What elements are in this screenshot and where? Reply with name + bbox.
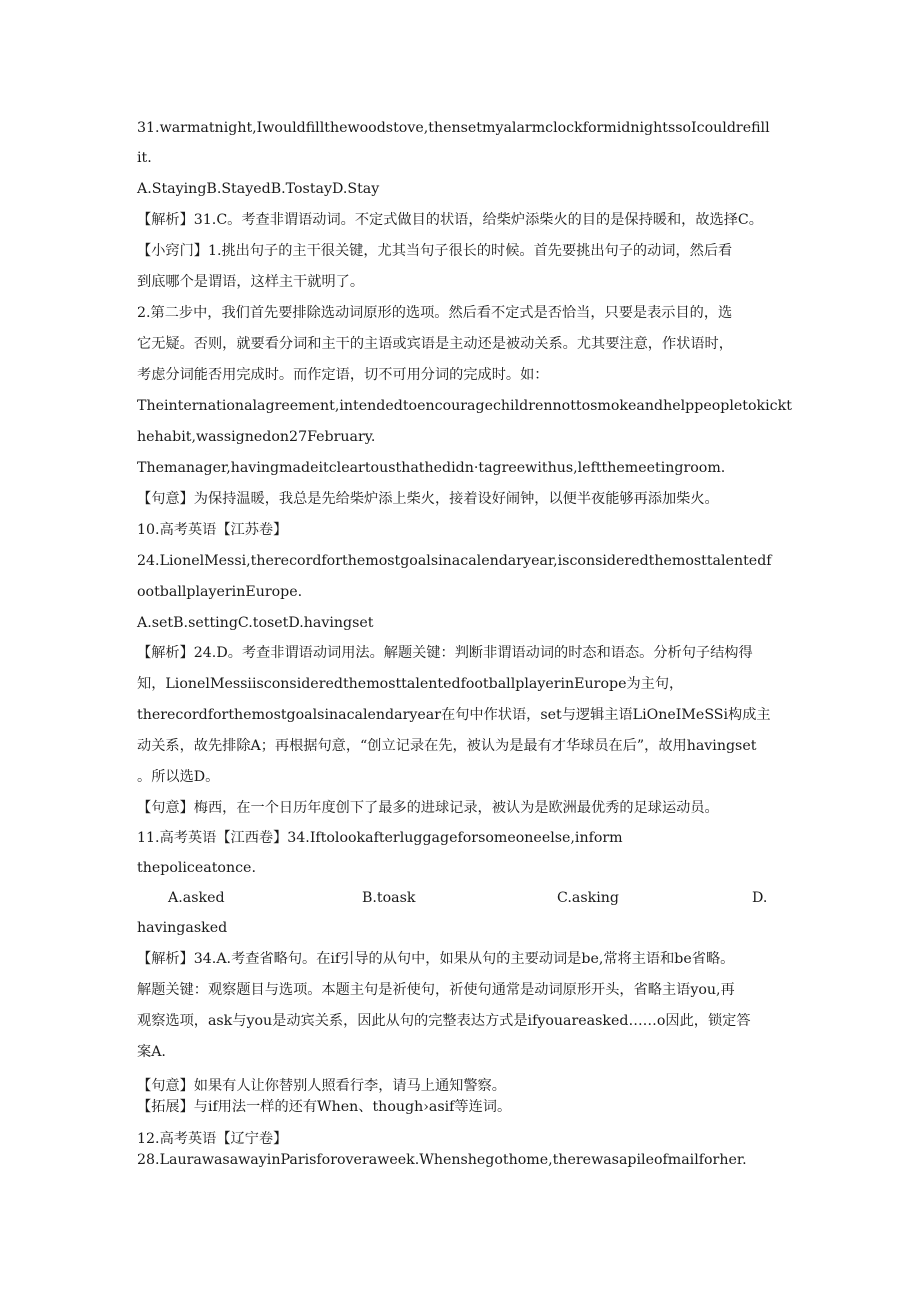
question-line: 28.LaurawasawayinParisforoveraweek.Whenshegothome,therewasapileofmailforher.	[137, 1152, 747, 1168]
meaning-line: 【句意】梅西，在一个日历年度创下了最多的进球记录，被认为是欧洲最优秀的足球运动员。	[137, 800, 719, 816]
option-line: A.StayingB.StayedB.TostayD.Stay	[137, 181, 380, 197]
text-line: 解题关键：观察题目与选项。本题主句是祈使句，祈使句通常是动词原形开头，省略主语you,再	[137, 982, 735, 998]
question-line: ootballplayerinEurope.	[137, 584, 303, 600]
tip-line: 【小窍门】1.挑出句子的主干很关键，尤其当句子很长的时候。首先要挑出句子的动词，然后看	[137, 243, 733, 259]
text-line: 知，LionelMessiisconsideredthemosttalentedfootballplayerinEurope为主句，	[137, 676, 684, 692]
example-line: Themanager,havingmadeitcleartousthathedidn·tagreewithus,leftthemeetingroom.	[137, 460, 726, 476]
question-line: 24.LionelMessi,therecordforthemostgoalsinacalendaryear,isconsideredthemosttalentedf	[137, 553, 772, 569]
text-line: 考虑分词能否用完成时。而作定语，切不可用分词的完成时。如：	[137, 367, 549, 383]
meaning-line: 【句意】如果有人让你替别人照看行李，请马上通知警察。	[137, 1078, 506, 1094]
section-heading: 10.高考英语【江苏卷】	[137, 522, 288, 538]
example-line: Theinternationalagreement,intendedtoencouragechildrennottosmokeandhelppeopletokickt	[137, 398, 792, 414]
text-line: it.	[137, 150, 152, 166]
extension-line: 【拓展】与if用法一样的还有When、though›asif等连词。	[137, 1099, 512, 1115]
example-line: hehabit,wassignedon27February.	[137, 429, 376, 445]
text-line: 2.第二步中，我们首先要排除选动词原形的选项。然后看不定式是否恰当，只要是表示目的，选	[137, 305, 733, 321]
option-b: B.toask	[362, 890, 416, 906]
option-c: C.asking	[557, 890, 619, 906]
text-line: 案A.	[137, 1044, 166, 1060]
meaning-line: 【句意】为保持温暖，我总是先给柴炉添上柴火，接着设好闹钟，以便半夜能够再添加柴火。	[137, 491, 719, 507]
text-line: 它无疑。否则，就要看分词和主干的主语或宾语是主动还是被动关系。尤其要注意，作状语时，	[137, 336, 733, 352]
option-line: havingasked	[137, 920, 228, 936]
text-line: 到底哪个是谓语，这样主干就明了。	[137, 274, 365, 290]
analysis-line: 【解析】31.C。考查非谓语动词。不定式做目的状语，给柴炉添柴火的目的是保持暖和，故选择C。	[137, 212, 763, 228]
section-heading: 11.高考英语【江西卷】34.Iftolookafterluggageforsomeoneelse,inform	[137, 830, 623, 846]
analysis-line: 【解析】24.D。考查非谓语动词用法。解题关键：判断非谓语动词的时态和语态。分析句子结构得	[137, 645, 753, 661]
analysis-line: 【解析】34.A.考查省略句。在if引导的从句中，如果从句的主要动词是be,常将主语和be省略。	[137, 951, 735, 967]
text-line: therecordforthemostgoalsinacalendaryear在句中作状语，set与逻辑主语LiOneIMeSSi构成主	[137, 707, 771, 723]
text-line: 动关系，故先排除A；再根据句意，“创立记录在先，被认为是最有才华球员在后”，故用havingset	[137, 738, 757, 754]
text-line: 观察选项，ask与you是动宾关系，因此从句的完整表达方式是ifyouareasked……o因此，锁定答	[137, 1013, 751, 1029]
question-line: thepoliceatonce.	[137, 860, 256, 876]
option-line: A.setB.settingC.tosetD.havingset	[137, 615, 374, 631]
text-line: 31.warmatnight,Iwouldfillthewoodstove,thensetmyalarmclockformidnightssoIcouldrefill	[137, 120, 770, 136]
text-line: 。所以选D。	[137, 769, 220, 785]
section-heading: 12.高考英语【辽宁卷】	[137, 1131, 288, 1147]
option-d: D.	[752, 890, 768, 906]
option-a: A.asked	[168, 890, 225, 906]
